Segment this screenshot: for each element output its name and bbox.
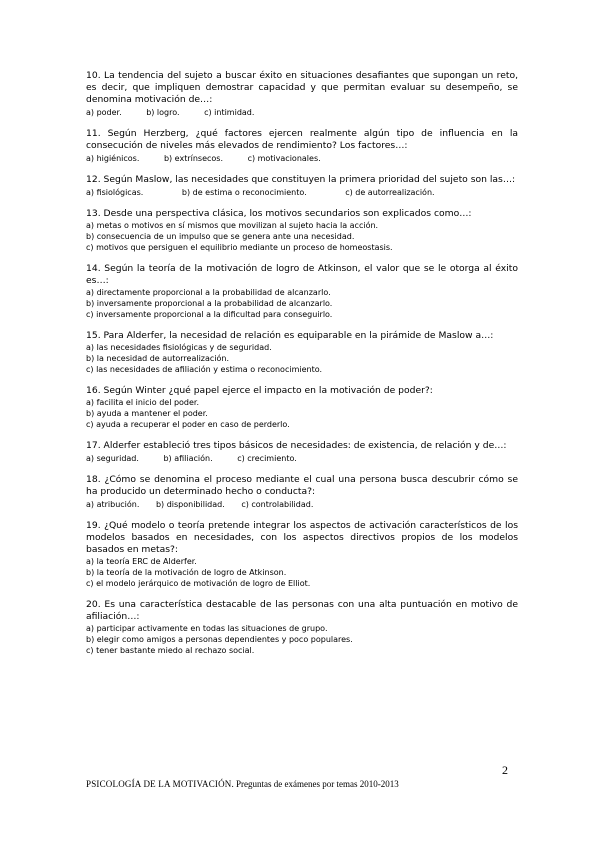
option-b: b) ayuda a mantener el poder.	[86, 409, 208, 418]
option-b: b) de estima o reconocimiento.	[181, 188, 307, 197]
option-a: a) atribución.	[86, 500, 140, 509]
question-stem: 11. Según Herzberg, ¿qué factores ejercen realmente algún tipo de influencia en la consecución de niveles más elevados de rendimiento? Los factores…:	[86, 128, 518, 151]
question-stem: 13. Desde una perspectiva clásica, los motivos secundarios son explicados como…:	[86, 208, 472, 219]
option-c: c) tener bastante miedo al rechazo social.	[86, 646, 255, 655]
footer-title: PSICOLOGÍA DE LA MOTIVACIÓN	[86, 779, 232, 789]
question-10	[86, 70, 518, 118]
option-c: c) inversamente proporcional a la dificultad para conseguirlo.	[86, 310, 333, 319]
option-list	[86, 187, 518, 198]
option-list	[86, 453, 518, 464]
question-14	[86, 263, 518, 320]
option-b: b) elegir como amigos a personas dependientes y poco populares.	[86, 635, 353, 644]
option-c: c) motivacionales.	[247, 154, 321, 163]
question-17	[86, 440, 518, 464]
option-a: a) higiénicos.	[86, 154, 140, 163]
option-list	[86, 107, 518, 118]
question-stem: 16. Según Winter ¿qué papel ejerce el impacto en la motivación de poder?:	[86, 385, 433, 396]
option-c: c) controlabilidad.	[241, 500, 314, 509]
question-stem: 17. Alderfer estableció tres tipos básicos de necesidades: de existencia, de relación y de…:	[86, 440, 507, 451]
question-list	[86, 70, 518, 666]
question-18	[86, 474, 518, 510]
option-c: c) de autorrealización.	[345, 188, 435, 197]
option-b: b) la necesidad de autorrealización.	[86, 354, 230, 363]
question-stem: 15. Para Alderfer, la necesidad de relación es equiparable en la pirámide de Maslow a…:	[86, 330, 494, 341]
option-a: a) participar activamente en todas las situaciones de grupo.	[86, 624, 328, 633]
page-number: 2	[502, 763, 508, 777]
option-list	[86, 153, 518, 164]
option-a: a) la teoría ERC de Alderfer.	[86, 557, 197, 566]
option-b: b) inversamente proporcional a la probabilidad de alcanzarlo.	[86, 299, 333, 308]
question-12	[86, 174, 518, 198]
question-stem: 12. Según Maslow, las necesidades que constituyen la primera prioridad del sujeto son las…:	[86, 174, 516, 185]
footer-subtitle: . Preguntas de exámenes por temas 2010-2013	[231, 779, 399, 789]
option-c: c) el modelo jerárquico de motivación de logro de Elliot.	[86, 579, 311, 588]
option-a: a) las necesidades fisiológicas y de seguridad.	[86, 343, 272, 352]
option-b: b) logro.	[146, 108, 180, 117]
option-a: a) directamente proporcional a la probabilidad de alcanzarlo.	[86, 288, 331, 297]
question-stem: 20. Es una característica destacable de las personas con una alta puntuación en motivo de afiliación…:	[86, 599, 518, 622]
option-c: c) intimidad.	[204, 108, 255, 117]
option-b: b) disponibilidad.	[155, 500, 225, 509]
question-stem: 10. La tendencia del sujeto a buscar éxito en situaciones desafiantes que supongan un reto, es decir, que impliquen demostrar capacidad y que permitan evaluar su desempeño, se denomina motivación de…:	[86, 70, 518, 105]
option-c: c) motivos que persiguen el equilibrio mediante un proceso de homeostasis.	[86, 243, 393, 252]
question-19	[86, 520, 518, 589]
option-a: a) metas o motivos en sí mismos que movilizan al sujeto hacia la acción.	[86, 221, 379, 230]
option-c: c) crecimiento.	[237, 454, 297, 463]
question-stem: 18. ¿Cómo se denomina el proceso mediante el cual una persona busca descubrir cómo se ha producido un determinado hecho o conducta?:	[86, 474, 518, 497]
question-stem: 19. ¿Qué modelo o teoría pretende integrar los aspectos de activación característicos de los modelos basados en necesidades, con los aspectos directivos propios de los modelos basados en metas?:	[86, 520, 518, 555]
option-a: a) poder.	[86, 108, 122, 117]
option-c: c) las necesidades de afiliación y estima o reconocimiento.	[86, 365, 323, 374]
option-b: b) afiliación.	[163, 454, 213, 463]
question-11	[86, 128, 518, 164]
option-b: b) extrínsecos.	[163, 154, 224, 163]
option-a: a) fisiológicas.	[86, 188, 144, 197]
question-13	[86, 208, 518, 253]
option-list	[86, 499, 518, 510]
page-footer	[86, 779, 399, 789]
question-16	[86, 385, 518, 430]
option-b: b) la teoría de la motivación de logro de Atkinson.	[86, 568, 287, 577]
question-15	[86, 330, 518, 375]
option-a: a) facilita el inicio del poder.	[86, 398, 200, 407]
question-20	[86, 599, 518, 656]
option-b: b) consecuencia de un impulso que se genera ante una necesidad.	[86, 232, 355, 241]
option-a: a) seguridad.	[86, 454, 139, 463]
question-stem: 14. Según la teoría de la motivación de logro de Atkinson, el valor que se le otorga al éxito es…:	[86, 263, 518, 286]
option-c: c) ayuda a recuperar el poder en caso de perderlo.	[86, 420, 290, 429]
